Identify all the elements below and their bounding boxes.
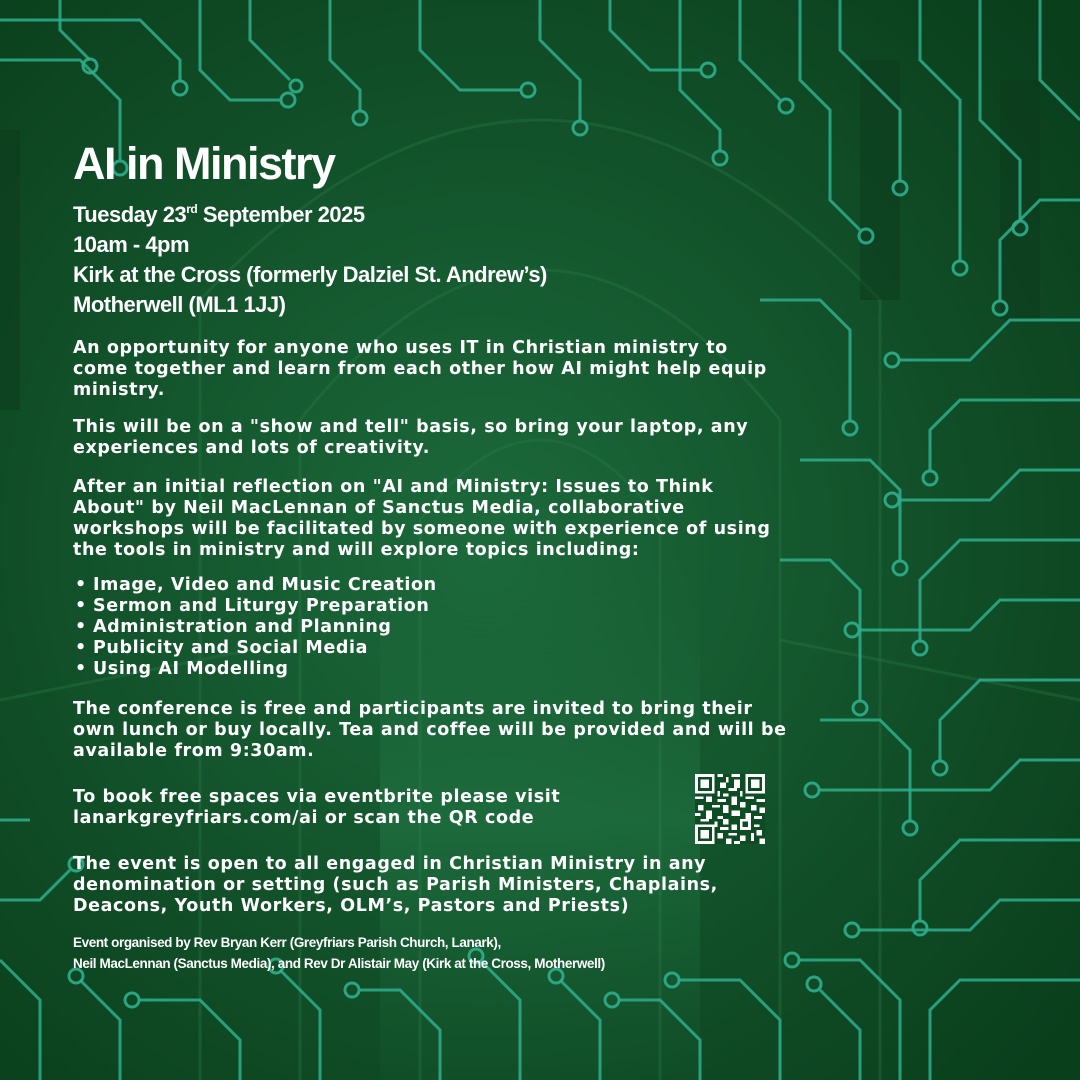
show-and-tell-paragraph: This will be on a "show and tell" basis, so bring your laptop, any experiences and lots of creativity.: [73, 417, 749, 458]
eligibility-paragraph: The event is open to all engaged in Christian Ministry in any denomination or setting (such as Parish Ministers, Chaplains, Deacons, Youth Workers, OLM’s, Pastors and Priests): [73, 854, 718, 916]
event-location: Motherwell (ML1 1JJ): [73, 292, 286, 317]
event-title: AI in Ministry: [73, 138, 335, 189]
event-date-month-year: September 2025: [197, 202, 365, 227]
qr-code-icon[interactable]: [695, 774, 765, 844]
event-date-ordinal: rd: [186, 202, 198, 216]
catering-paragraph: The conference is free and participants are invited to bring their own lunch or buy locally. Tea and coffee will be provided and will be available from 9:30am.: [73, 699, 787, 761]
event-time: 10am - 4pm: [73, 232, 190, 257]
credits-line-1: Event organised by Rev Bryan Kerr (Greyfriars Parish Church, Lanark),: [73, 935, 501, 950]
list-item: • Administration and Planning: [73, 617, 437, 638]
list-item: • Publicity and Social Media: [73, 638, 437, 659]
list-item: • Sermon and Liturgy Preparation: [73, 596, 437, 617]
event-date: [73, 200, 547, 230]
event-date-day: Tuesday 23: [73, 202, 187, 227]
reflection-paragraph: After an initial reflection on "AI and Ministry: Issues to Think About" by Neil MacLennan of Sanctus Media, collaborative workshops will be facilitated by someone with experience of using the tools in ministry and will explore topics including:: [73, 477, 771, 560]
event-details: [73, 200, 547, 320]
list-item: • Using AI Modelling: [73, 659, 437, 680]
booking-paragraph: To book free spaces via eventbrite please visit lanarkgreyfriars.com/ai or scan the QR code: [73, 787, 561, 828]
topics-list: [73, 575, 437, 680]
event-venue: Kirk at the Cross (formerly Dalziel St. Andrew’s): [73, 262, 547, 287]
intro-paragraph: An opportunity for anyone who uses IT in Christian ministry to come together and learn from each other how AI might help equip ministry.: [73, 338, 767, 400]
organiser-credits: [73, 932, 605, 974]
credits-line-2: Neil MacLennan (Sanctus Media), and Rev Dr Alistair May (Kirk at the Cross, Motherwell): [73, 956, 605, 971]
list-item: • Image, Video and Music Creation: [73, 575, 437, 596]
